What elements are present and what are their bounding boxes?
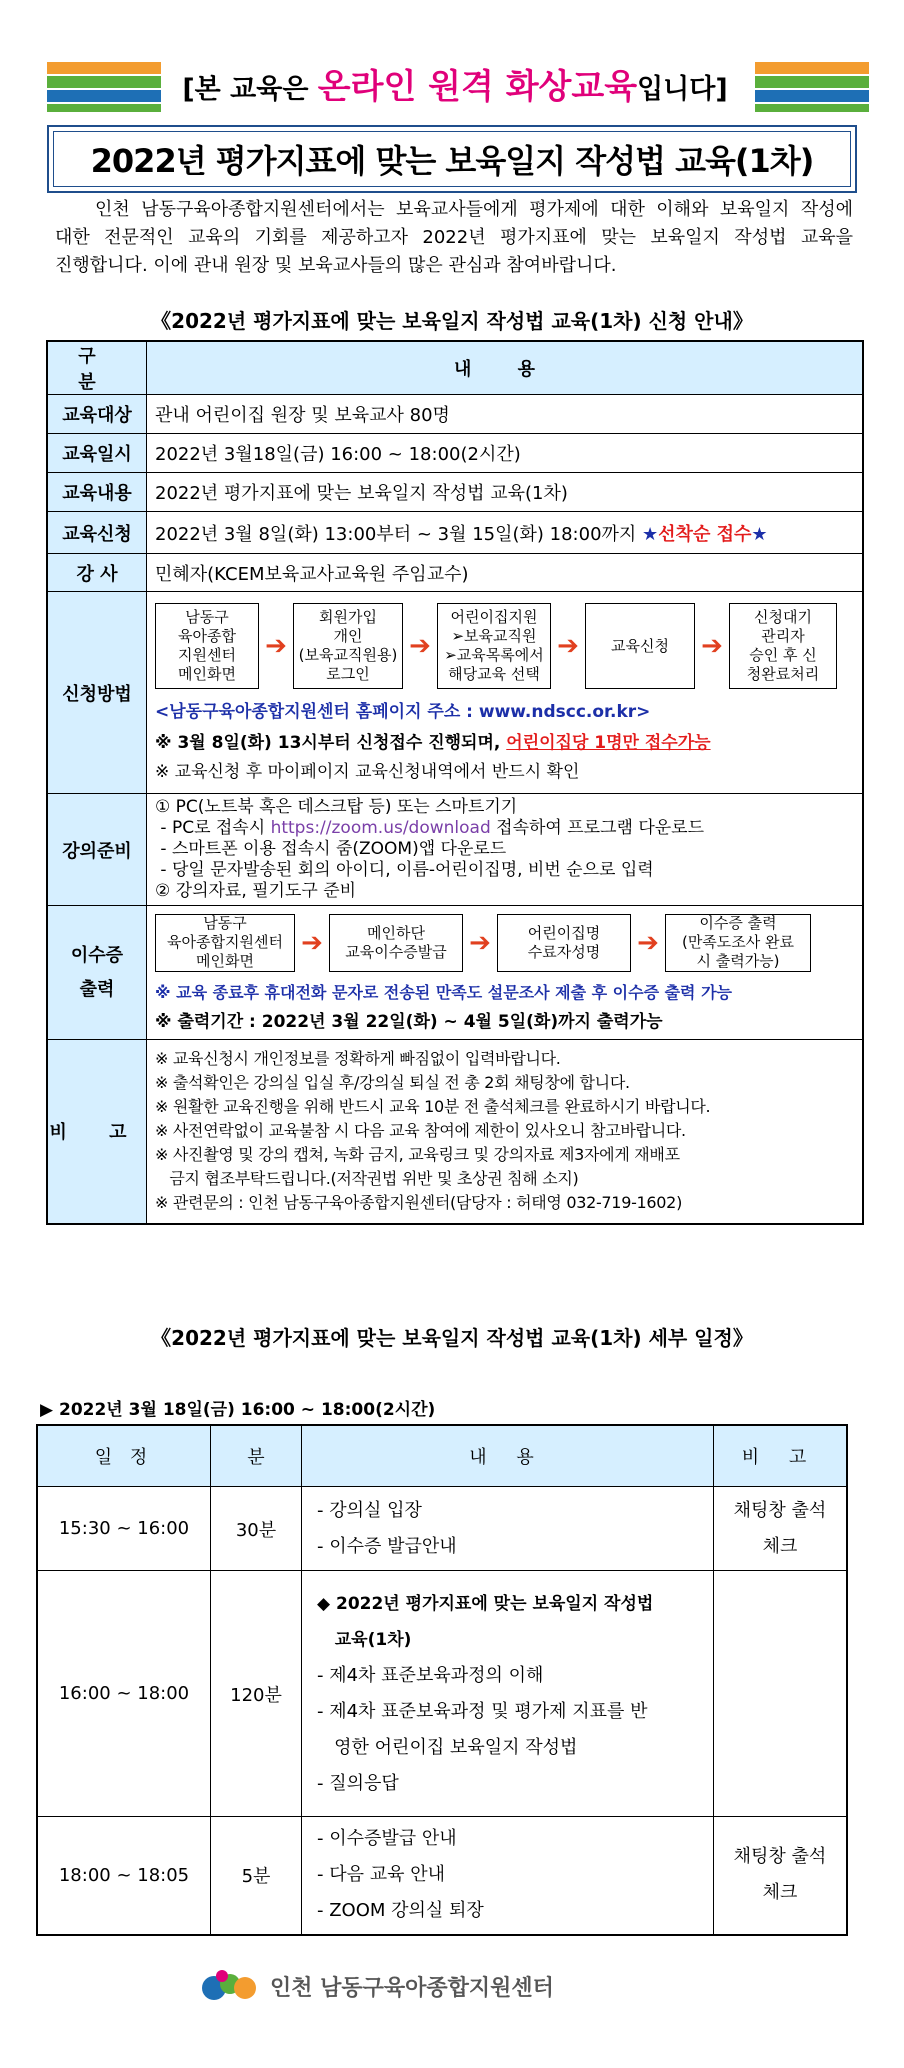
intro-paragraph: 인천 남동구육아종합지원센터에서는 보육교사들에게 평가제에 대한 이해와 보육일지 작성에 대한 전문적인 교육의 기회를 제공하고자 2022년 평가지표에 맞는 보육일지 작성법 교육을 진행합니다. 이에 관내 원장 및 보육교사들의 많은 관심과 참여바랍니다.: [55, 199, 853, 276]
row-label-lecturer: 강 사: [47, 554, 147, 592]
row-value-lecturer: 민혜자(KCEM보육교사교육원 주임교수): [147, 554, 864, 592]
apply-step-5: 신청대기 관리자 승인 후 신 청완료처리: [729, 603, 837, 689]
row-value-prep: ① PC(노트북 혹은 데스크탑 등) 또는 스마트기기 - PC로 접속시 https://zoom.us/download 접속하여 프로그램 다운로드 - 스마트폰 이용 접속시 줌(ZOOM)앱 다운로드 - 당일 문자발송된 회의 아이디, 이름-어린이집명, 비번 순으로 입력 ② 강의자료, 필기도구 준비: [147, 794, 864, 906]
arrow-right-icon: ➔: [409, 631, 431, 661]
star-icon: ★: [751, 523, 768, 545]
col-head-content: 내 용: [147, 341, 864, 395]
apply-section-title: 《2022년 평가지표에 맞는 보육일지 작성법 교육(1차) 신청 안내》: [151, 309, 753, 333]
apply-step-4: 교육신청: [585, 603, 695, 689]
table-row: 15:30 ~ 16:00 30분 - 강의실 입장 - 이수증 발급안내 채팅창 출석 체크: [37, 1487, 847, 1571]
row-value-remarks: ※ 교육신청시 개인정보를 정확하게 빠짐없이 입력바랍니다. ※ 출석확인은 강의실 입실 후/강의실 퇴실 전 총 2회 채팅창에 합니다. ※ 원활한 교육진행을 위해 반드시 교육 10분 전 출석체크를 완료하시기 바랍니다. ※ 사전연락없이 교육불참 시 다음 교육 참여에 제한이 있사오니 참고바랍니다. ※ 사진촬영 및 강의 캡쳐, 녹화 금지, 교육링크 및 강의자료 제3자에게 재배포 금지 협조부탁드립니다.(저작권법 위반 및 초상권 침해 소지) ※ 관련문의 : 인천 남동구육아종합지원센터(담당자 : 허태영 032-719-1602): [147, 1040, 864, 1224]
banner-stripes-right: [755, 62, 869, 116]
row-value-apply: 2022년 3월 8일(화) 13:00부터 ~ 3월 15일(화) 18:00까지 ★선착순 접수★: [147, 512, 864, 554]
col-head-category: 구 분: [47, 341, 147, 395]
apply-step-1: 남동구 육아종합 지원센터 메인화면: [155, 603, 259, 689]
schedule-head-time: 일 정: [37, 1425, 211, 1487]
apply-note-2: ※ 교육신청 후 마이페이지 교육신청내역에서 반드시 확인: [155, 762, 580, 782]
cert-step-3: 어린이집명 수료자성명: [497, 914, 631, 972]
schedule-head-note: 비 고: [714, 1425, 848, 1487]
apply-step-3: 어린이집지원 ➢보육교직원 ➢교육목록에서 해당교육 선택: [437, 603, 551, 689]
cert-flow: [155, 914, 854, 972]
banner-emphasis: 온라인 원격 화상교육: [317, 67, 638, 107]
row-value-method: [147, 592, 864, 794]
cert-step-1: 남동구 육아종합지원센터 메인화면: [155, 914, 295, 972]
row-value-cert: [147, 906, 864, 1040]
apply-table: [46, 340, 864, 1225]
zoom-download-link[interactable]: https://zoom.us/download: [270, 818, 491, 838]
footer: [200, 1966, 554, 2006]
row-label-apply: 교육신청: [47, 512, 147, 554]
banner-stripes-left: [47, 62, 161, 116]
cert-step-2: 메인하단 교육이수증발급: [329, 914, 463, 972]
apply-step-2: 회원가입 개인 (보육교직원용) 로그인: [293, 603, 403, 689]
row-label-method: 신청방법: [47, 592, 147, 794]
row-label-date: 교육일시: [47, 434, 147, 473]
arrow-right-icon: ➔: [557, 631, 579, 661]
schedule-table: [36, 1424, 848, 1936]
row-label-cert: 이수증 출력: [47, 906, 147, 1040]
page-title: 2022년 평가지표에 맞는 보육일지 작성법 교육(1차): [53, 131, 851, 187]
homepage-address: <남동구육아종합지원센터 홈페이지 주소 : www.ndscc.or.kr>: [155, 702, 651, 722]
ndscc-logo-icon: [200, 1966, 260, 2006]
cert-note-2: ※ 출력기간 : 2022년 3월 22일(화) ~ 4월 5일(화)까지 출력가능: [155, 1011, 663, 1032]
arrow-right-icon: ➔: [265, 631, 287, 661]
table-row: 16:00 ~ 18:00 120분 ◆ 2022년 평가지표에 맞는 보육일지 작성법 교육(1차) - 제4차 표준보육과정의 이해 - 제4차 표준보육과정 및 평가제 지표를 반 영한 어린이집 보육일지 작성법 - 질의응답: [37, 1571, 847, 1817]
row-label-target: 교육대상: [47, 395, 147, 434]
row-label-content: 교육내용: [47, 473, 147, 512]
apply-note-1: ※ 3월 8일(화) 13시부터 신청접수 진행되며, 어린이집당 1명만 접수가능: [155, 733, 711, 753]
schedule-head-content: 내 용: [302, 1425, 714, 1487]
row-value-target: 관내 어린이집 원장 및 보육교사 80명: [147, 395, 864, 434]
title-box: [47, 125, 857, 193]
arrow-right-icon: ➔: [701, 631, 723, 661]
schedule-head-minutes: 분: [211, 1425, 302, 1487]
schedule-date-line: ▶ 2022년 3월 18일(금) 16:00 ~ 18:00(2시간): [40, 1400, 436, 1420]
arrow-right-icon: ➔: [469, 927, 491, 958]
footer-org-name: 인천 남동구육아종합지원센터: [270, 1975, 554, 2001]
cert-note-1: ※ 교육 종료후 휴대전화 문자로 전송된 만족도 설문조사 제출 후 이수증 출력 가능: [155, 982, 732, 1002]
arrow-right-icon: ➔: [301, 927, 323, 958]
schedule-section-title: 《2022년 평가지표에 맞는 보육일지 작성법 교육(1차) 세부 일정》: [151, 1326, 753, 1350]
row-value-content: 2022년 평가지표에 맞는 보육일지 작성법 교육(1차): [147, 473, 864, 512]
row-label-prep: 강의준비: [47, 794, 147, 906]
row-label-remarks: 비 고: [47, 1040, 147, 1224]
arrow-right-icon: ➔: [637, 927, 659, 958]
star-icon: ★: [642, 523, 659, 545]
cert-step-4: 이수증 출력 (만족도조사 완료 시 출력가능): [665, 914, 811, 972]
apply-flow: [155, 603, 854, 689]
table-row: 18:00 ~ 18:05 5분 - 이수증발급 안내 - 다음 교육 안내 - ZOOM 강의실 퇴장 채팅창 출석 체크: [37, 1817, 847, 1935]
first-come-badge: 선착순 접수: [658, 523, 752, 545]
row-value-date: 2022년 3월18일(금) 16:00 ~ 18:00(2시간): [147, 434, 864, 473]
banner-notice: [본 교육은 온라인 원격 화상교육입니다]: [182, 67, 728, 107]
